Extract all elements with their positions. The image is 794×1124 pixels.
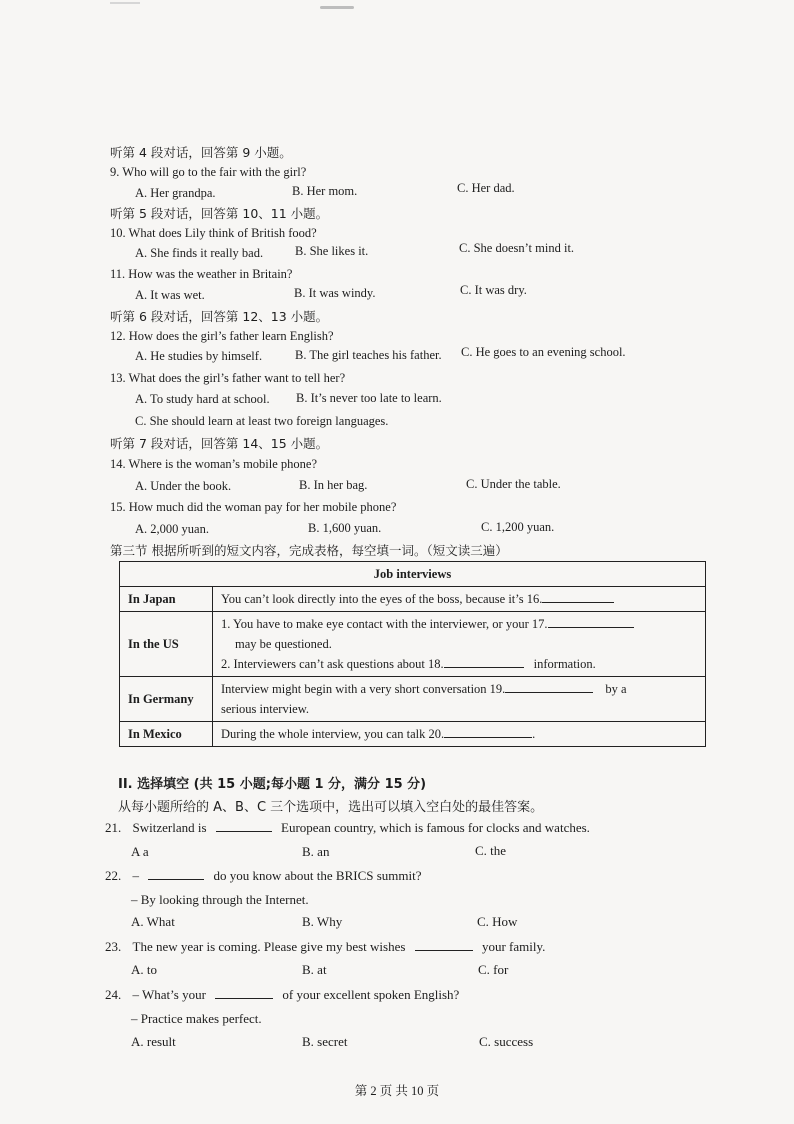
q24-text-a: – What’s your [132, 987, 206, 1002]
q24-option-b: B. secret [302, 1034, 348, 1049]
scan-artifact [110, 2, 140, 4]
q21-option-a: A a [131, 844, 149, 859]
q22-option-c: C. How [477, 914, 518, 929]
question-12: 12. How does the girl’s father learn English? [110, 329, 334, 343]
q14-option-a: A. Under the book. [135, 479, 232, 493]
question-9: 9. Who will go to the fair with the girl? [110, 165, 307, 179]
q11-option-b: B. It was windy. [294, 286, 376, 300]
q13-option-c: C. She should learn at least two foreign languages. [135, 414, 389, 428]
q21-text-b: European country, which is famous for clocks and watches. [281, 820, 590, 835]
row-content-germany [213, 677, 706, 722]
q22-option-a: A. What [131, 914, 175, 929]
question-11: 11. How was the weather in Britain? [110, 267, 293, 281]
us-text-1a: 1. You have to make eye contact with the interviewer, or your 17. [221, 617, 548, 631]
question-10: 10. What does Lily think of British food? [110, 226, 317, 240]
part-2-instruction: 从每小题所给的 A、B、C 三个选项中，选出可以填入空白处的最佳答案。 [118, 800, 544, 815]
q22-reply: – By looking through the Internet. [131, 892, 309, 907]
question-13: 13. What does the girl’s father want to tell her? [110, 371, 346, 385]
blank-18[interactable] [444, 656, 524, 668]
blank-19[interactable] [505, 681, 593, 693]
question-24 [105, 986, 459, 1003]
q22-text-b: do you know about the BRICS summit? [213, 868, 422, 883]
q22-number: 22. [105, 868, 122, 883]
job-interviews-table [119, 561, 706, 747]
germany-text-2: serious interview. [221, 702, 310, 716]
row-label-germany: In Germany [120, 677, 213, 722]
question-21 [105, 819, 590, 836]
section-7-instruction: 听第 7 段对话，回答第 14、15 小题。 [110, 436, 329, 451]
q22-option-b: B. Why [302, 914, 343, 929]
q14-option-c: C. Under the table. [466, 477, 561, 491]
q12-option-a: A. He studies by himself. [135, 349, 263, 363]
row-content-mexico [213, 722, 706, 747]
section-6-instruction: 听第 6 段对话，回答第 12、13 小题。 [110, 309, 329, 324]
row-label-us: In the US [120, 612, 213, 677]
blank-23[interactable] [415, 939, 473, 951]
germany-text-1a: Interview might begin with a very short conversation 19. [221, 682, 506, 696]
question-23 [105, 938, 545, 955]
question-14: 14. Where is the woman’s mobile phone? [110, 457, 318, 471]
q9-option-c: C. Her dad. [457, 181, 515, 195]
q23-option-c: C. for [478, 962, 509, 977]
blank-24[interactable] [215, 987, 273, 999]
q11-option-a: A. It was wet. [135, 288, 205, 302]
q12-option-b: B. The girl teaches his father. [295, 348, 442, 362]
q23-number: 23. [105, 939, 122, 954]
us-text-2b: information. [533, 657, 596, 671]
us-text-2a: 2. Interviewers can’t ask questions about 18. [221, 657, 444, 671]
q15-option-b: B. 1,600 yuan. [308, 521, 382, 535]
section-5-instruction: 听第 5 段对话，回答第 10、11 小题。 [110, 206, 329, 221]
blank-16[interactable] [542, 591, 614, 603]
q10-option-c: C. She doesn’t mind it. [459, 241, 575, 255]
q13-option-a: A. To study hard at school. [135, 392, 270, 406]
blank-21[interactable] [216, 820, 272, 832]
q23-text-a: The new year is coming. Please give my best wishes [132, 939, 406, 954]
q14-option-b: B. In her bag. [299, 478, 368, 492]
part-2-heading: II. 选择填空 (共 15 小题;每小题 1 分，满分 15 分) [118, 777, 427, 792]
question-22 [105, 867, 422, 884]
q9-option-a: A. Her grandpa. [135, 186, 216, 200]
q23-option-a: A. to [131, 962, 157, 977]
page-footer: 第 2 页 共 10 页 [354, 1084, 440, 1098]
q23-text-b: your family. [481, 939, 546, 954]
table-title: Job interviews [120, 562, 706, 587]
us-text-1b: may be questioned. [235, 637, 332, 651]
scan-artifact [320, 6, 354, 9]
question-15: 15. How much did the woman pay for her mobile phone? [110, 500, 397, 514]
q11-option-c: C. It was dry. [460, 283, 527, 297]
q10-option-b: B. She likes it. [295, 244, 369, 258]
blank-20[interactable] [444, 726, 532, 738]
q10-option-a: A. She finds it really bad. [135, 246, 264, 260]
part-3-instruction: 第三节 根据所听到的短文内容，完成表格，每空填一词。（短文读三遍） [110, 543, 508, 558]
q24-option-a: A. result [131, 1034, 176, 1049]
q21-option-b: B. an [302, 844, 330, 859]
mexico-text: During the whole interview, you can talk 20. [221, 727, 445, 741]
q24-option-c: C. success [479, 1034, 534, 1049]
row-content-us [213, 612, 706, 677]
q24-number: 24. [105, 987, 122, 1002]
q13-option-b: B. It’s never too late to learn. [296, 391, 442, 405]
q23-option-b: B. at [302, 962, 327, 977]
q15-option-c: C. 1,200 yuan. [481, 520, 555, 534]
q22-dash: – [132, 868, 139, 883]
blank-17[interactable] [548, 616, 634, 628]
mexico-end: . [532, 727, 536, 741]
q9-option-b: B. Her mom. [292, 184, 358, 198]
section-4-instruction: 听第 4 段对话，回答第 9 小题。 [110, 145, 292, 160]
row-content-japan [213, 587, 706, 612]
row-label-japan: In Japan [120, 587, 213, 612]
japan-text: You can’t look directly into the eyes of the boss, because it’s 16. [221, 592, 543, 606]
germany-text-1b: by a [605, 682, 627, 696]
q21-number: 21. [105, 820, 122, 835]
q15-option-a: A. 2,000 yuan. [135, 522, 209, 536]
q12-option-c: C. He goes to an evening school. [461, 345, 626, 359]
q24-reply: – Practice makes perfect. [131, 1011, 262, 1026]
row-label-mexico: In Mexico [120, 722, 213, 747]
q21-option-c: C. the [475, 843, 507, 858]
q24-text-b: of your excellent spoken English? [282, 987, 460, 1002]
blank-22[interactable] [148, 868, 204, 880]
q21-text-a: Switzerland is [132, 820, 207, 835]
